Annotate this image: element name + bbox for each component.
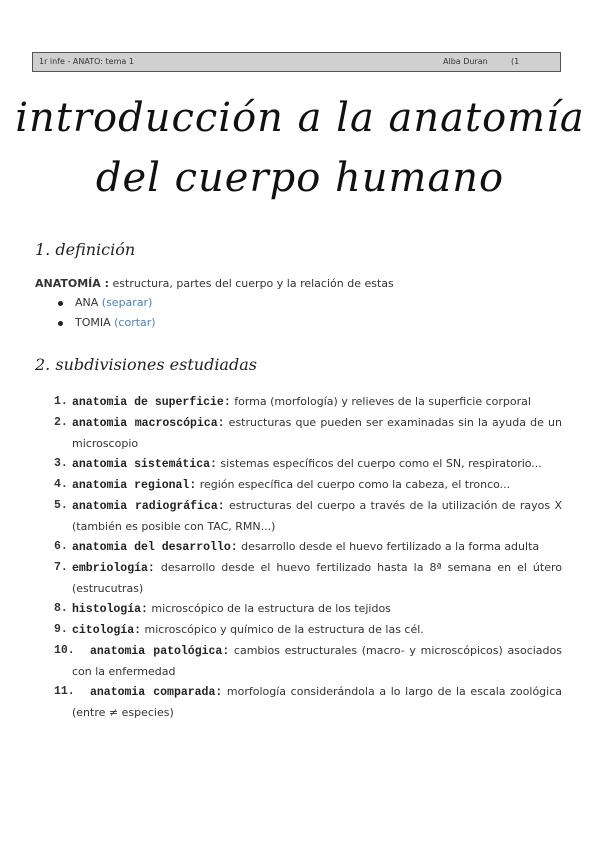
item-number: 6. xyxy=(54,540,68,553)
item-text: región específica del cuerpo como la cabeza, el tronco... xyxy=(196,478,511,491)
bullet-meaning: (cortar) xyxy=(114,316,156,329)
list-item xyxy=(0,537,562,558)
list-item xyxy=(0,392,562,413)
item-term: anatomia del desarrollo: xyxy=(72,541,238,554)
item-number: 11. xyxy=(54,685,75,698)
definition-term: ANATOMÍA : xyxy=(35,277,110,290)
bullet-word: TOMIA xyxy=(75,316,111,329)
item-number: 10. xyxy=(54,644,75,657)
item-term: anatomia radiográfica: xyxy=(72,500,225,513)
item-number: 3. xyxy=(54,457,68,470)
list-item xyxy=(0,558,562,599)
item-text: estructuras que pueden ser examinadas sin la ayuda de un microscopio xyxy=(72,416,562,450)
item-text: forma (morfología) y relieves de la superficie corporal xyxy=(230,395,531,408)
header-author: Alba Duran xyxy=(443,57,488,66)
item-text: cambios estructurales (macro- y microscópicos) asociados con la enfermedad xyxy=(72,644,562,678)
item-text: desarrollo desde el huevo fertilizado hasta la 8ª semana en el útero (estrucutras) xyxy=(72,561,562,595)
header-course: 1r infe - ANATO: tema 1 xyxy=(39,57,134,66)
item-text: sistemas específicos del cuerpo como el SN, respiratorio... xyxy=(216,457,542,470)
section-1-heading: 1. definición xyxy=(35,240,136,259)
item-term: citología: xyxy=(72,624,142,637)
list-item xyxy=(0,641,562,682)
item-term: embriología: xyxy=(72,562,155,575)
list-item xyxy=(0,620,562,641)
list-item xyxy=(0,496,562,537)
item-number: 7. xyxy=(54,561,68,574)
subdivisions-list xyxy=(0,392,600,723)
item-number: 5. xyxy=(54,499,68,512)
item-text: desarrollo desde el huevo fertilizado a la forma adulta xyxy=(237,540,540,553)
item-term: anatomia de superficie: xyxy=(72,396,231,409)
title-line-1: introducción a la anatomía xyxy=(15,95,585,141)
item-text: microscópico de la estructura de los tejidos xyxy=(147,602,391,615)
page-header xyxy=(32,52,561,72)
item-term: anatomia macroscópica: xyxy=(72,417,225,430)
bullet-meaning: (separar) xyxy=(101,296,153,309)
definition-paragraph xyxy=(35,277,394,290)
list-item xyxy=(0,599,562,620)
item-number: 1. xyxy=(54,395,68,408)
title-line-2: del cuerpo humano xyxy=(95,155,505,201)
item-term: anatomia patológica: xyxy=(90,645,230,658)
list-item xyxy=(0,475,562,496)
item-number: 2. xyxy=(54,416,68,429)
header-page: (1 xyxy=(511,57,520,66)
bullet-word: ANA xyxy=(75,296,99,309)
bullet-item xyxy=(58,316,156,329)
definition-text: estructura, partes del cuerpo y la relación de estas xyxy=(109,277,394,290)
item-term: histología: xyxy=(72,603,148,616)
item-text: estructuras del cuerpo a través de la utilización de rayos X (también es posible con TAC, RMN...) xyxy=(72,499,562,533)
section-2-heading: 2. subdivisiones estudiadas xyxy=(35,355,257,374)
list-item xyxy=(0,454,562,475)
item-term: anatomia regional: xyxy=(72,479,197,492)
bullet-icon xyxy=(58,321,63,326)
item-number: 9. xyxy=(54,623,68,636)
item-number: 4. xyxy=(54,478,68,491)
item-term: anatomia comparada: xyxy=(90,686,223,699)
bullet-item xyxy=(58,296,152,309)
list-item xyxy=(0,413,562,454)
bullet-icon xyxy=(58,301,63,306)
item-term: anatomia sistemática: xyxy=(72,458,217,471)
item-text: microscópico y químico de la estructura de las cél. xyxy=(141,623,424,636)
item-text: morfología considerándola a lo largo de la escala zoológica (entre ≠ especies) xyxy=(72,685,562,719)
list-item xyxy=(0,682,562,723)
item-number: 8. xyxy=(54,602,68,615)
